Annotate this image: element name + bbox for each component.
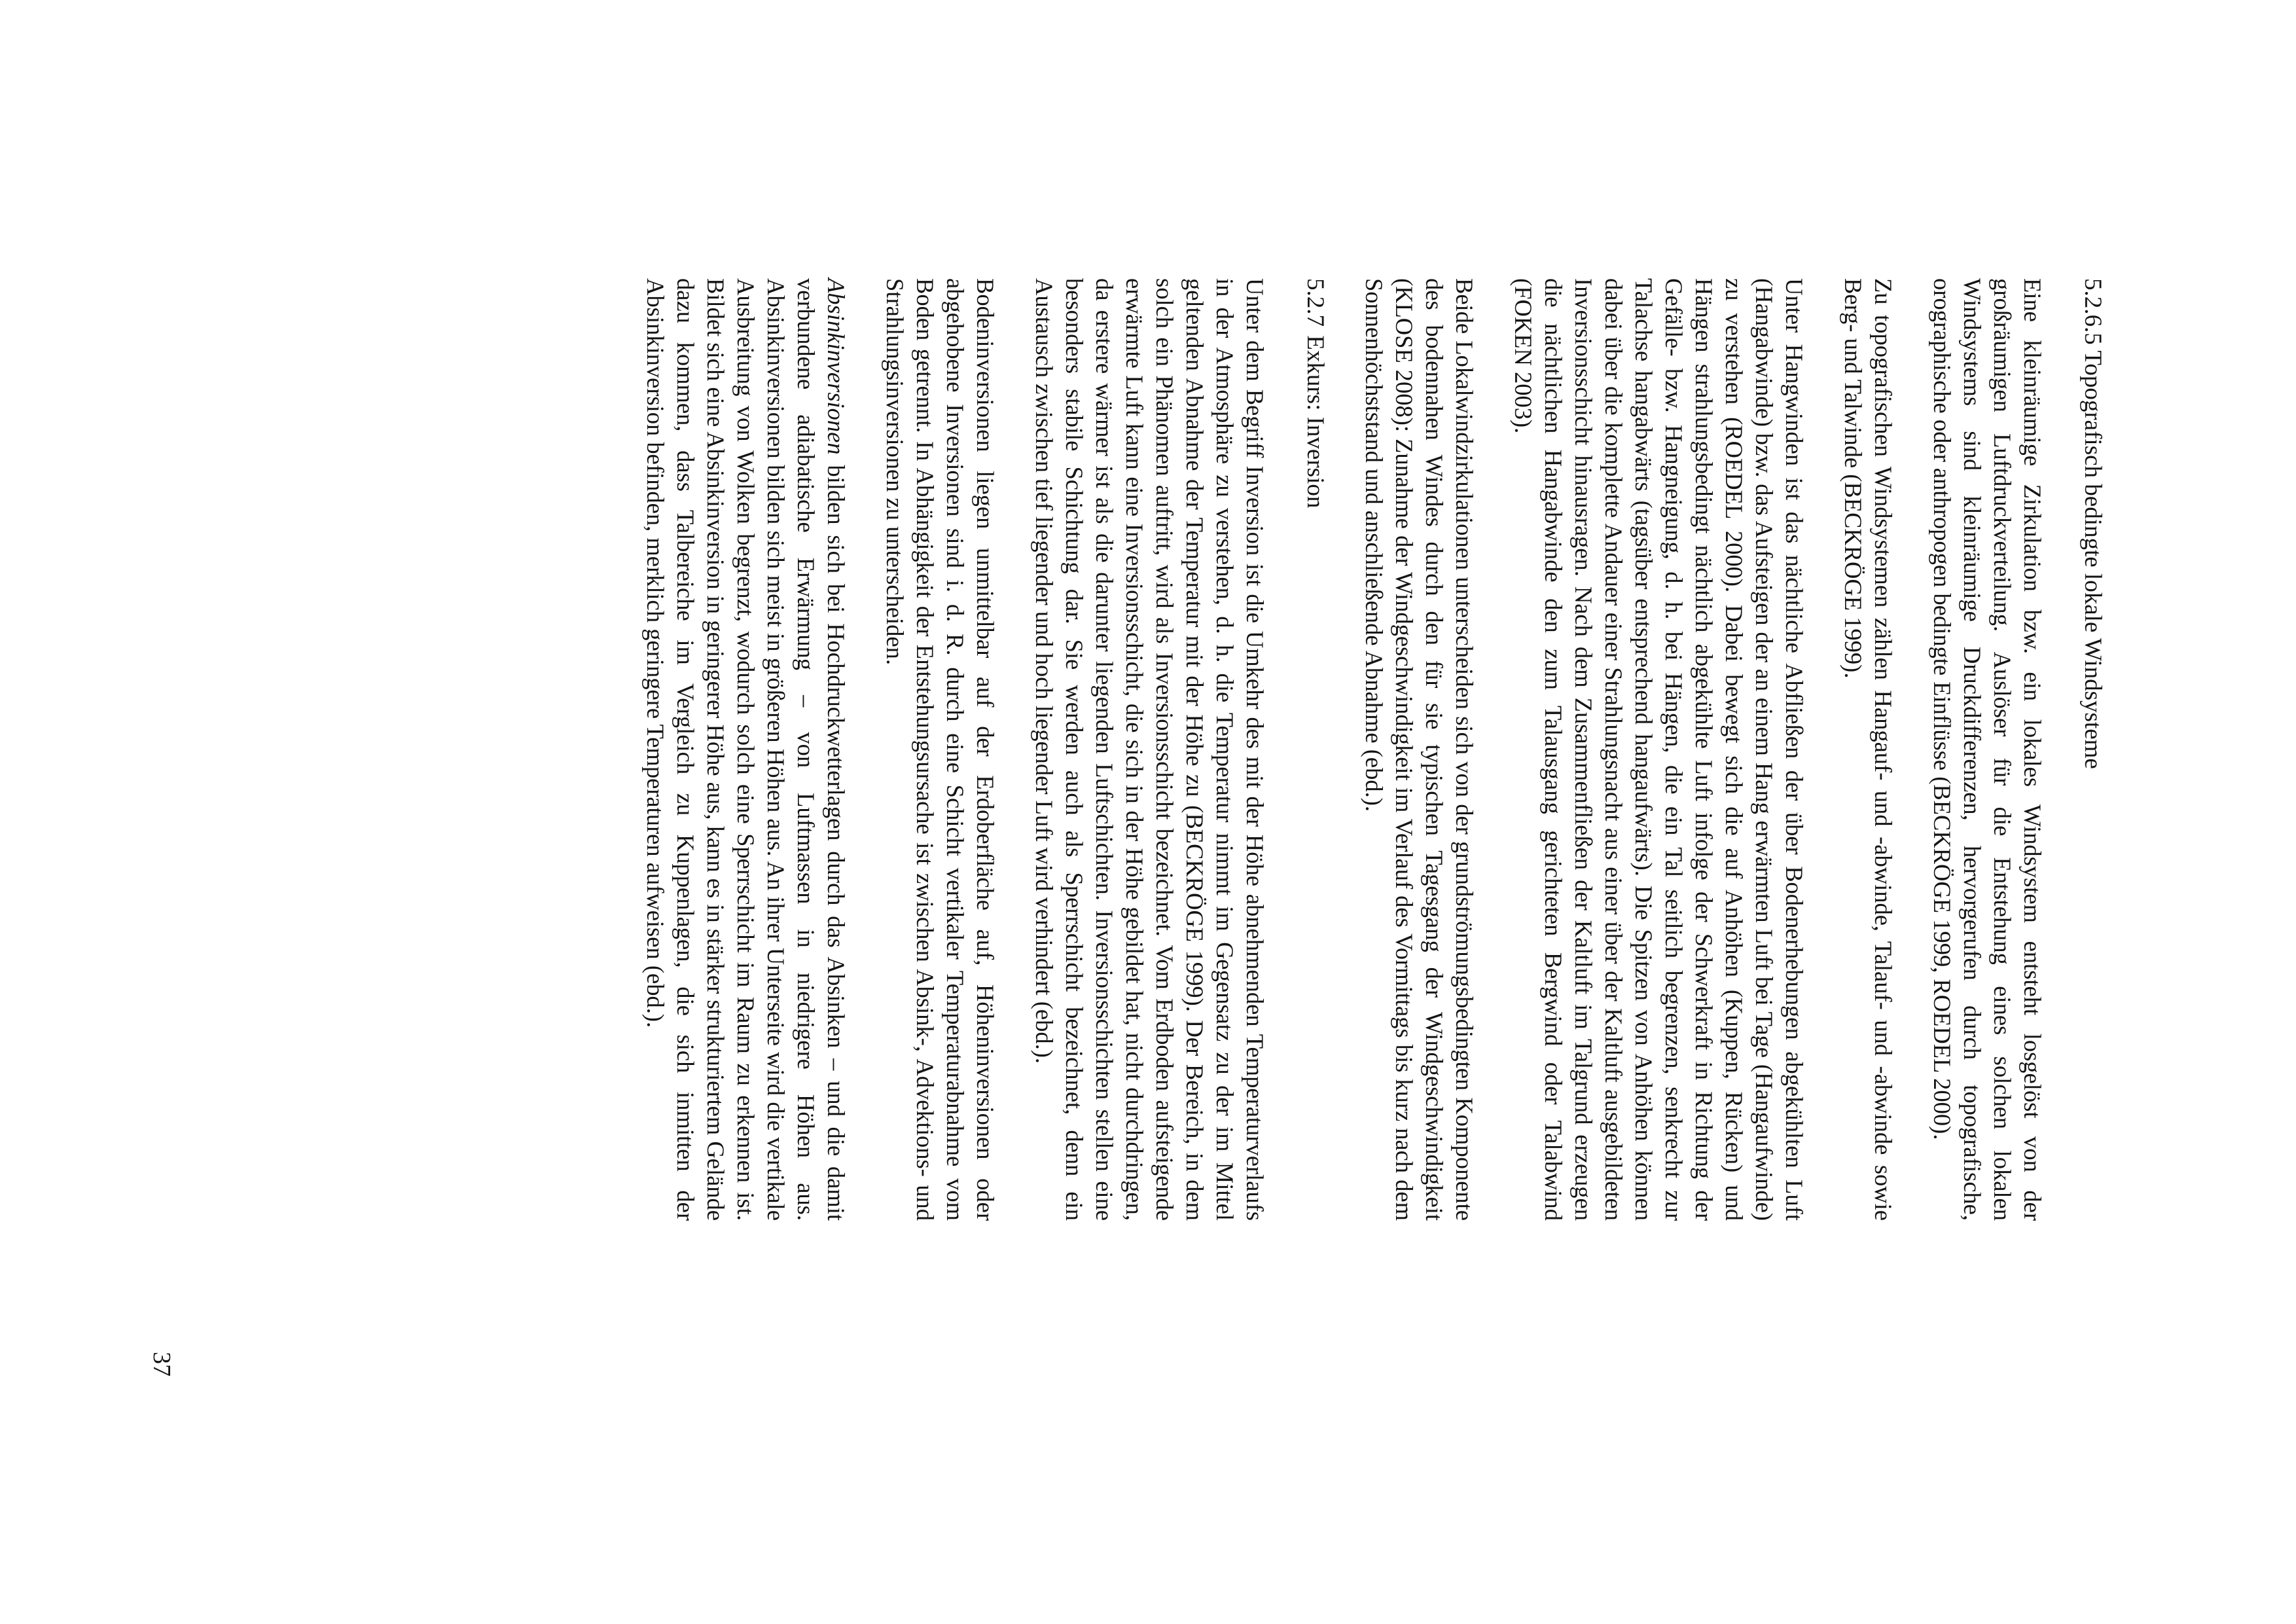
term-absinkinversionen: Absinkinversionen [823,278,850,455]
paragraph-absinkinversionen [640,278,851,1221]
paragraph-absinkinversionen-text: bilden sich bei Hochdruckwetterlagen durch das Absinken – und die damit verbundene adiabatische Erwärmung – von Luftmassen in niedrigere Höhen aus. Absinkinversionen bilden sich meist in größeren Höhen aus. An ihrer Unterseite wird die vertikale Ausbreitung von Wolken begrenzt, wodurch solch eine Sperrschicht im Raum zu erkennen ist. Bildet sich eine Absinkinversion in geringerer Höhe aus, kann es in stärker strukturiertem Gelände dazu kommen, dass Talbereiche im Vergleich zu Kuppenlagen, die sich inmitten der Absinkinversion befinden, merklich geringere Temperaturen aufweisen (ebd.). [642,278,850,1221]
section-title: Exkurs: Inversion [1302,335,1329,509]
paragraph-topografische-windsysteme: Zu topografischen Windsystemen zählen Hangauf- und -abwinde, Talauf- und -abwinde sowie Berg- und Talwinde (BECKRÖGE 1999). [1840,278,1897,1221]
text-column [640,278,2108,1221]
paragraph-lokale-windsysteme: Eine kleinräumige Zirkulation bzw. ein lokales Windsystem entsteht losgelöst von der großräumigen Luftdruckverteilung. Auslöser für die Entstehung eines solchen lokalen Windsystems sind kleinräumige Druckdifferenzen, hervorgerufen durch topografische, orographische oder anthropogen bedingte Einflüsse (BECKRÖGE 1999, ROEDEL 2000). [1929,278,2046,1221]
section-number: 5.2.6.5 [2079,278,2106,345]
paragraph-bodeninversionen: Bodeninversionen liegen unmittelbar auf der Erdoberfläche auf, Höheninversionen oder abgehobene Inversionen sind i. d. R. durch eine Schicht vertikaler Temperaturabnahme vom Boden getrennt. In Abhängigkeit der Entstehungsursache ist zwischen Absink-, Advektions- und Strahlungsinversionen zu unterscheiden. [882,278,999,1221]
paragraph-hangwinde: Unter Hangwinden ist das nächtliche Abfließen der über Bodenerhebungen abgekühlten Luft (Hangabwinde) bzw. das Aufsteigen der an einem Hang erwärmten Luft bei Tage (Hangaufwinde) zu verstehen (ROEDEL 2000). Dabei bewegt sich die auf Anhöhen (Kuppen, Rücken) und Hängen strahlungsbedingt nächtlich abgekühlte Luft infolge der Schwerkraft in Richtung der Gefälle- bzw. Hangneigung, d. h. bei Hängen, die ein Tal seitlich begrenzen, senkrecht zur Talachse hangabwärts (tagsüber entsprechend hangaufwärts). Die Spitzen von Anhöhen können dabei über die komplette Andauer einer Strahlungsnacht aus einer über der Kaltluft ausgebildeten Inversionsschicht hinausragen. Nach dem Zusammenfließen der Kaltluft im Talgrund erzeugen die nächtlichen Hangabwinde den zum Talausgang gerichteten Bergwind oder Talabwind (FOKEN 2003). [1510,278,1808,1221]
page-number: 37 [148,1352,175,1377]
paragraph-inversion-definition: Unter dem Begriff Inversion ist die Umkehr des mit der Höhe abnehmenden Temperaturverlaufs in der Atmosphäre zu verstehen, d. h. die Temperatur nimmt im Gegensatz zu der im Mittel geltenden Abnahme der Temperatur mit der Höhe zu (BECKRÖGE 1999). Der Bereich, in dem solch ein Phänomen auftritt, wird als Inversionsschicht bezeichnet. Vom Erdboden aufsteigende erwärmte Luft kann eine Inversionsschicht, die sich in der Höhe gebildet hat, nicht durchdringen, da erstere wärmer ist als die darunter liegenden Luftschichten. Inversionsschichten stellen eine besonders stabile Schichtung dar. Sie werden auch als Sperrschicht bezeichnet, denn ein Austausch zwischen tief liegender und hoch liegender Luft wird verhindert (ebd.). [1031,278,1268,1221]
paragraph-lokalwindzirkulationen: Beide Lokalwindzirkulationen unterscheiden sich von der grundströmungsbedingten Komponente des bodennahen Windes durch den für sie typischen Tagesgang der Windgeschwindigkeit (KLOSE 2008): Zunahme der Windgeschwindigkeit im Verlauf des Vormittags bis kurz nach dem Sonnenhöchststand und anschließende Abnahme (ebd.). [1361,278,1478,1221]
section-heading-5-2-7 [1300,278,1330,1221]
section-number: 5.2.7 [1302,278,1329,327]
section-title: Topografisch bedingte lokale Windsysteme [2079,350,2106,769]
section-heading-5-2-6-5 [2077,278,2108,1221]
